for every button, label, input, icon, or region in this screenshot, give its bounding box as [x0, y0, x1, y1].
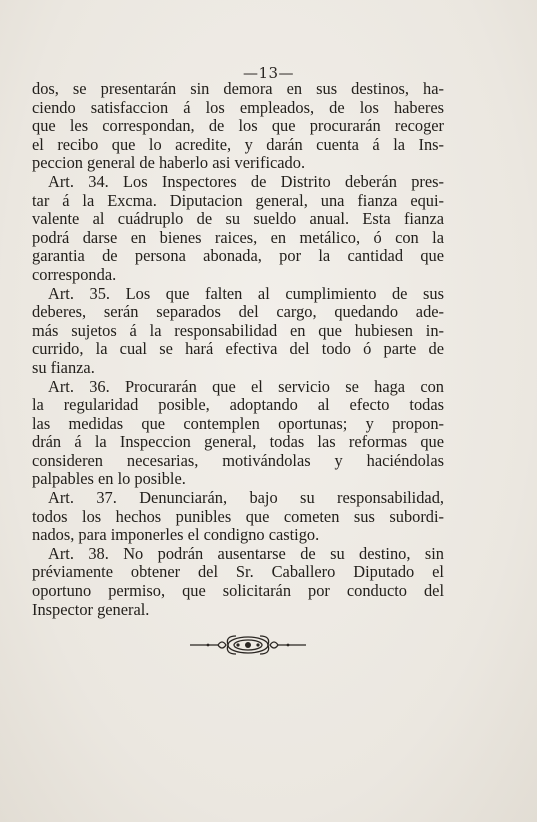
text-line: deberes, serán separados del cargo, quedando ade-	[32, 302, 444, 322]
text-line: tar á la Excma. Diputacion general, una fianza equi-	[32, 190, 444, 210]
text-line: nados, para imponerles el condigno castigo.	[32, 525, 320, 545]
paragraph	[32, 545, 444, 619]
text-line: que les correspondan, de los que procurarán recoger	[32, 116, 444, 136]
text-line: Inspector general.	[32, 599, 150, 619]
text-line: Art. 36. Procurarán que el servicio se haga con	[48, 376, 444, 396]
paragraph	[32, 378, 444, 490]
text-line: la regularidad posible, adoptando al efecto todas	[32, 395, 444, 415]
page-number: —13—	[242, 64, 295, 82]
text-line: todos los hechos punibles que cometen sus subordi-	[32, 506, 444, 526]
text-line: peccion general de haberlo asi verificado.	[32, 153, 306, 173]
paragraph	[32, 173, 444, 285]
text-line: Art. 35. Los que falten al cumplimiento de sus	[48, 283, 444, 303]
text-line: consideren necesarias, motivándolas y haciéndolas	[32, 450, 444, 470]
text-line: dos, se presentarán sin demora en sus destinos, ha-	[32, 79, 444, 98]
text-line: Art. 37. Denunciarán, bajo su responsabilidad,	[48, 488, 444, 508]
text-line: el recibo que lo acredite, y darán cuenta á la Ins-	[32, 134, 444, 154]
text-line: las medidas que contemplen oportunas; y propon-	[32, 413, 444, 433]
body-text	[32, 80, 444, 619]
paragraph	[32, 285, 444, 378]
text-line: ciendo satisfaccion á los empleados, de los haberes	[32, 97, 444, 117]
text-line: más sujetos á la responsabilidad en que hubiesen in-	[32, 320, 444, 340]
paragraph	[32, 80, 444, 173]
text-line: podrá darse en bienes raices, en metálico, ó con la	[32, 227, 444, 247]
paragraph	[32, 489, 444, 545]
text-line: Art. 34. Los Inspectores de Distrito deberán pres-	[48, 171, 444, 191]
text-line: valente al cuádruplo de su sueldo anual. Esta fianza	[32, 209, 444, 229]
text-line: Art. 38. No podrán ausentarse de su destino, sin	[48, 543, 444, 563]
text-line: préviamente obtener del Sr. Caballero Diputado el	[32, 562, 444, 582]
text-line: garantia de persona abonada, por la cantidad que	[32, 246, 444, 266]
text-line: currido, la cual se hará efectiva del todo ó parte de	[32, 339, 444, 359]
text-line: oportuno permiso, que solicitarán por conducto del	[32, 581, 444, 601]
typographic-ornament-icon	[188, 634, 308, 656]
text-line: su fianza.	[32, 357, 95, 377]
text-line: drán á la Inspeccion general, todas las reformas que	[32, 432, 444, 452]
text-line: corresponda.	[32, 264, 117, 284]
text-line: palpables en lo posible.	[32, 469, 186, 489]
